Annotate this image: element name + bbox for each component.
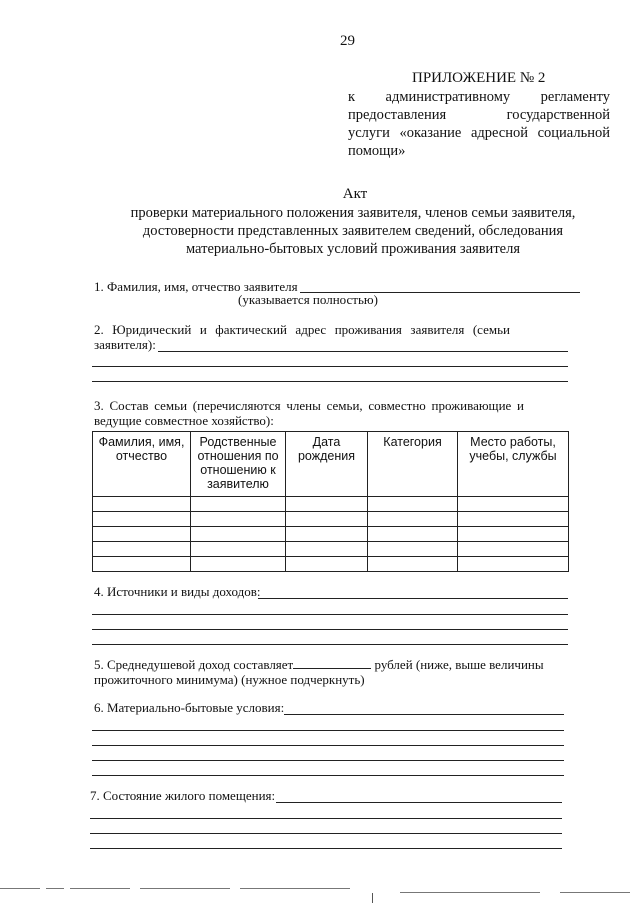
income-sources-line[interactable] [92,644,568,645]
table-cell[interactable] [191,497,286,512]
living-conditions-line[interactable] [92,730,564,731]
table-cell[interactable] [368,497,458,512]
table-cell[interactable] [368,512,458,527]
table-row [93,542,569,557]
table-cell[interactable] [93,557,191,572]
income-sources-field[interactable] [258,598,568,599]
average-income-field[interactable] [293,656,371,669]
section-5-part-2: рублей (ниже, выше величины [374,657,544,672]
section-5-line-1 [94,656,544,673]
column-header-category: Категория [368,432,458,497]
living-conditions-line[interactable] [92,745,564,746]
table-cell[interactable] [458,557,569,572]
act-subtitle [108,204,598,258]
table-cell[interactable] [93,497,191,512]
income-sources-line[interactable] [92,629,568,630]
section-2-line-2: заявителя): [94,337,156,352]
column-header-workplace: Место работы, учебы, службы [458,432,569,497]
table-row [93,527,569,542]
table-row [93,512,569,527]
table-cell[interactable] [458,512,569,527]
table-cell[interactable] [458,542,569,557]
living-conditions-line[interactable] [92,760,564,761]
table-cell[interactable] [191,542,286,557]
table-cell[interactable] [191,527,286,542]
living-conditions-line[interactable] [92,775,564,776]
scan-artifact-line [0,888,40,889]
scan-artifact-line [240,888,350,889]
table-cell[interactable] [286,497,368,512]
table-cell[interactable] [368,557,458,572]
act-subtitle-line: достоверности представленных заявителем сведений, обследования [142,223,564,239]
housing-condition-line[interactable] [90,833,562,834]
act-subtitle-line: проверки материального положения заявителя, членов семьи заявителя, [130,205,576,221]
column-header-relationship: Родственные отношения по отношению к заявителю [191,432,286,497]
section-2-line-1: 2. Юридический и фактический адрес проживания заявителя (семьи [94,322,510,337]
table-cell[interactable] [286,542,368,557]
address-field-line[interactable] [92,366,568,367]
housing-condition-line[interactable] [90,818,562,819]
scan-artifact-mark [372,893,373,903]
living-conditions-field[interactable] [284,714,564,715]
table-cell[interactable] [286,527,368,542]
scan-artifact-line [140,888,230,889]
table-cell[interactable] [368,542,458,557]
scan-artifact-line [560,892,630,893]
section-1-label: 1. Фамилия, имя, отчество заявителя [94,279,298,294]
table-cell[interactable] [458,527,569,542]
table-cell[interactable] [93,527,191,542]
page-number: 29 [340,33,355,49]
section-3-line-1: 3. Состав семьи (перечисляются члены семьи, совместно проживающие и [94,398,524,413]
scan-artifact-line [46,888,64,889]
appendix-line: помощи» [348,143,406,159]
section-6-label: 6. Материально-бытовые условия: [94,700,285,715]
scan-artifact-line [400,892,540,893]
appendix-line: предоставления государственной [348,107,610,123]
income-sources-line[interactable] [92,614,568,615]
column-header-birth-date: Дата рождения [286,432,368,497]
housing-condition-field[interactable] [276,802,562,803]
act-subtitle-line: материально-бытовых условий проживания заявителя [185,241,520,257]
table-cell[interactable] [368,527,458,542]
housing-condition-line[interactable] [90,848,562,849]
section-5-part-1: 5. Среднедушевой доход составляет [94,657,294,672]
section-3-line-2: ведущие совместное хозяйство): [94,413,274,428]
table-cell[interactable] [286,557,368,572]
section-5-line-2: прожиточного минимума) (нужное подчеркнуть) [94,672,365,687]
section-4-label: 4. Источники и виды доходов: [94,584,261,599]
scan-artifact-line [70,888,130,889]
appendix-title: ПРИЛОЖЕНИЕ № 2 [412,70,546,86]
appendix-line: к административному регламенту [348,89,610,105]
appendix-reference [348,88,610,160]
family-composition-table [92,431,569,572]
table-cell[interactable] [191,557,286,572]
table-cell[interactable] [458,497,569,512]
column-header-full-name: Фамилия, имя, отчество [93,432,191,497]
table-row [93,497,569,512]
act-title: Акт [342,186,368,202]
address-field-line[interactable] [92,381,568,382]
table-row [93,557,569,572]
table-cell[interactable] [286,512,368,527]
table-cell[interactable] [191,512,286,527]
section-1-hint: (указывается полностью) [238,292,378,307]
table-cell[interactable] [93,542,191,557]
table-cell[interactable] [93,512,191,527]
table-header-row [93,432,569,497]
address-field[interactable] [158,351,568,352]
appendix-line: услуги «оказание адресной социальной [348,125,610,141]
section-7-label: 7. Состояние жилого помещения: [90,788,276,803]
